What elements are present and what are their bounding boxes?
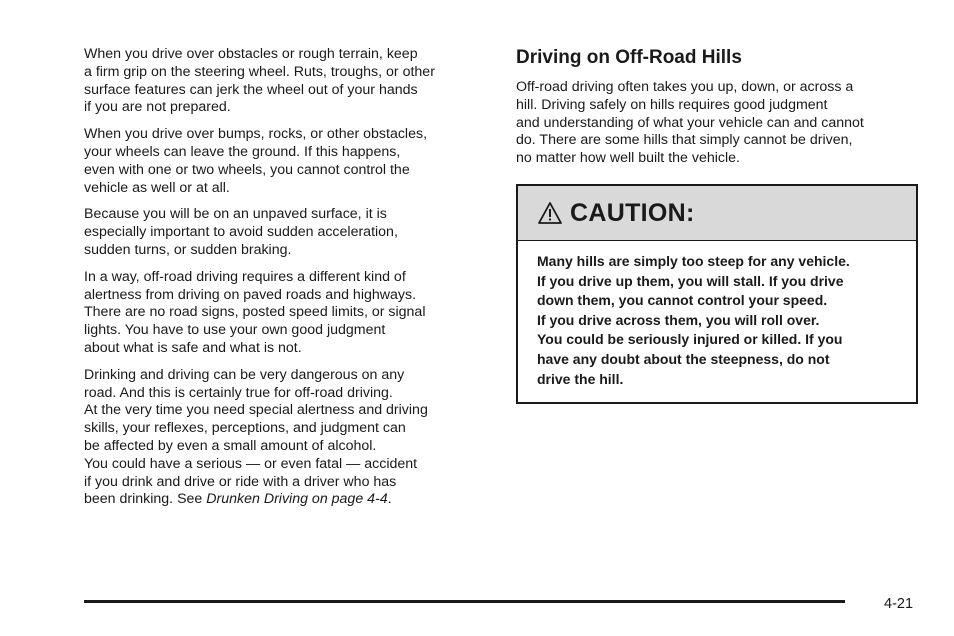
paragraph-hills-intro: Off-road driving often takes you up, down, or across a hill. Driving safely on hills requires good judgment and understanding of what your vehicle can and cannot do. There are some hills that simply cannot be driven, no matter how well built the vehicle.	[516, 79, 864, 167]
paragraph-drinking	[84, 367, 494, 509]
paragraph-unpaved: Because you will be on an unpaved surface, it is especially important to avoid sudden acceleration, sudden turns, or sudden braking.	[84, 206, 398, 258]
right-column	[516, 46, 918, 177]
paragraph-grip: When you drive over obstacles or rough terrain, keep a firm grip on the steering wheel. Ruts, troughs, or other surface features can jerk the wheel out of your hands if you are not prepared.	[84, 46, 435, 116]
footer-rule	[84, 600, 845, 603]
section-heading: Driving on Off-Road Hills	[516, 47, 742, 68]
drinking-period: .	[387, 491, 392, 508]
drunken-driving-link[interactable]: Drunken Driving on page 4-4	[206, 491, 388, 508]
paragraph-bumps: When you drive over bumps, rocks, or other obstacles, your wheels can leave the ground. If this happens, even with one or two wheels, you cannot control the vehicle as well or at all.	[84, 126, 428, 196]
caution-title: CAUTION:	[570, 198, 695, 227]
caution-body: Many hills are simply too steep for any vehicle. If you drive up them, you will stall. If you drive down them, you cannot control your speed. If you drive across them, you will roll over. You could be seriously injured or killed. If you have any doubt about the steepness, do not drive the hill.	[537, 253, 850, 387]
drinking-text: Drinking and driving can be very dangerous on any road. And this is certainly true for off-road driving. At the very time you need special alertness and driving skills, your reflexes, perceptions, and judgment can be affected by even a small amount of alcohol. You could have a serious — or even fatal — accident if you drink and drive or ride with a driver who has been drinking. See	[84, 366, 428, 508]
page-number: 4-21	[884, 596, 914, 612]
caution-header	[518, 186, 916, 241]
caution-box	[516, 184, 918, 404]
warning-triangle-icon	[538, 201, 562, 225]
paragraph-alertness: In a way, off-road driving requires a different kind of alertness from driving on paved roads and highways. There are no road signs, posted speed limits, or signal lights. You have to use your own good judgment about what is safe and what is not.	[84, 268, 426, 356]
left-column	[84, 46, 494, 518]
